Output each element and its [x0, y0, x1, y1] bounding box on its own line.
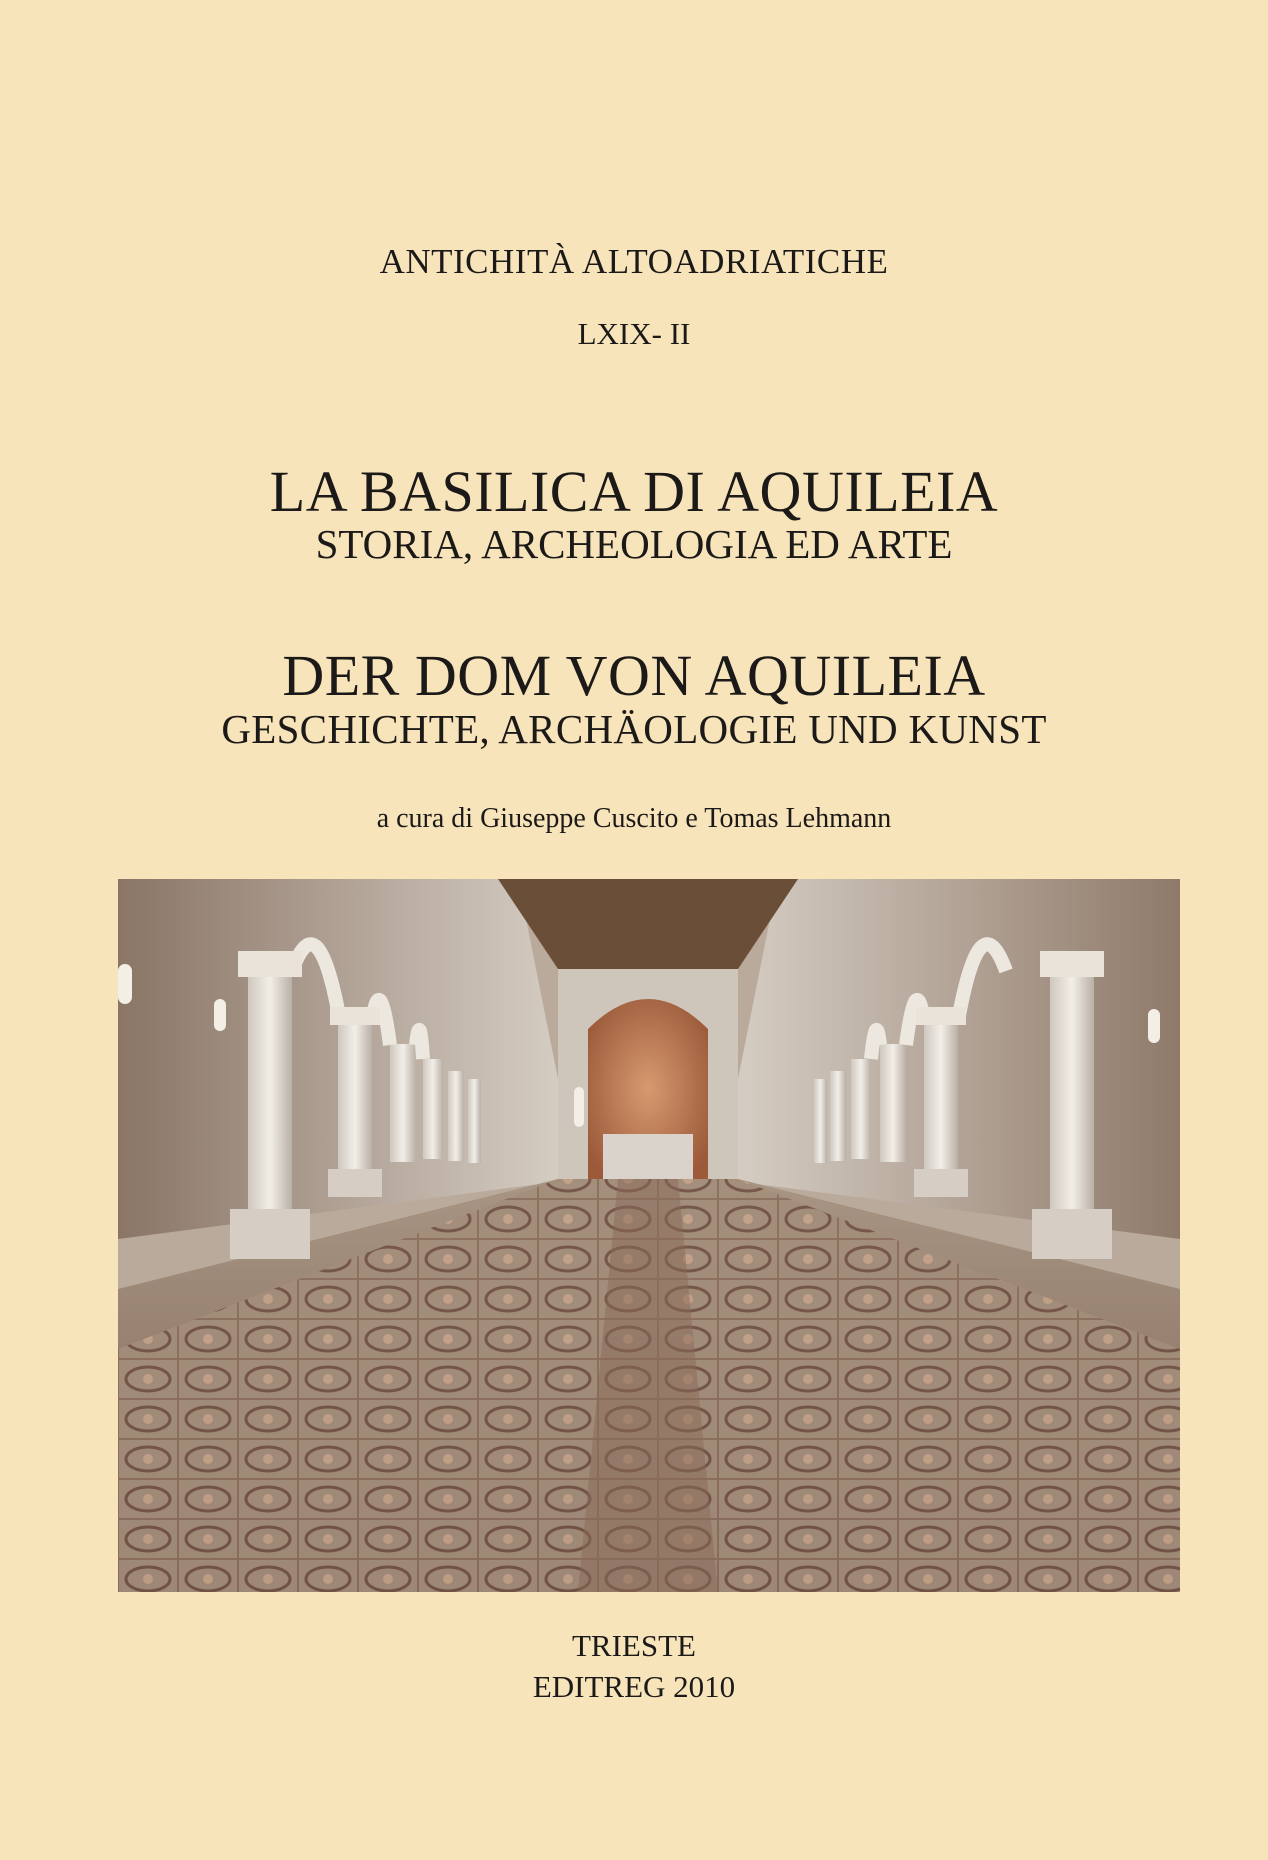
publisher-year: EDITREG 2010: [532, 1669, 736, 1704]
series-title: ANTICHITÀ ALTOADRIATICHE: [379, 242, 889, 281]
italian-subtitle: STORIA, ARCHEOLOGIA ED ARTE: [315, 521, 953, 567]
volume-number: LXIX- II: [577, 316, 691, 351]
publication-city: TRIESTE: [572, 1628, 696, 1663]
editors-line: a cura di Giuseppe Cuscito e Tomas Lehmann: [376, 803, 892, 834]
german-subtitle: GESCHICHTE, ARCHÄOLOGIE UND KUNST: [221, 706, 1047, 752]
italian-title: LA BASILICA DI AQUILEIA: [269, 459, 999, 524]
german-title: DER DOM VON AQUILEIA: [282, 643, 986, 708]
basilica-nave-photo: [118, 879, 1180, 1592]
